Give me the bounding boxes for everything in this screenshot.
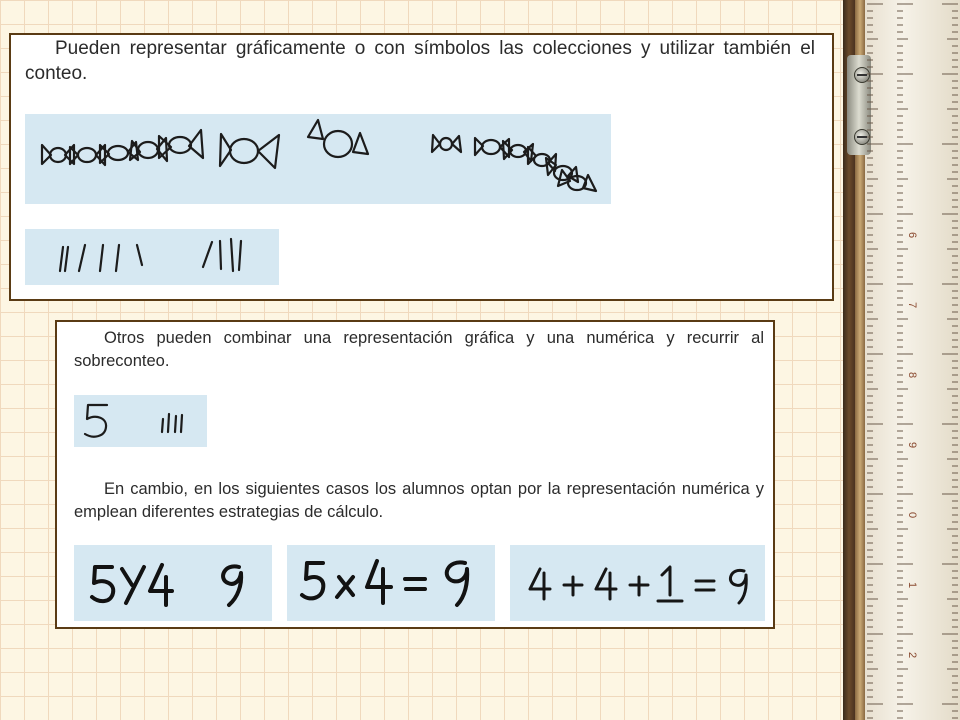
five-y-four-nine-image [74, 545, 272, 621]
ruler-number: 7 [906, 302, 918, 309]
ruler-scale [865, 0, 960, 720]
combined-representation-paragraph: Otros pueden combinar una representación gráfica y una numérica y recurrir al sobreconteo. [74, 329, 764, 371]
tally-marks-image [25, 229, 279, 285]
numeric-strategies-paragraph: En cambio, en los siguientes casos los alumnos optan por la representación numérica y emplean diferentes estrategias de cálculo. [74, 480, 764, 522]
ruler-decoration [843, 0, 960, 720]
candy-drawing [220, 134, 279, 168]
ruler-number: 9 [906, 442, 918, 449]
handwriting-5y4-9 [74, 545, 272, 621]
five-and-tally [74, 395, 207, 447]
intro-panel [9, 33, 834, 301]
handwriting-5x4-9 [287, 545, 495, 621]
ruler-number: 6 [906, 232, 918, 239]
candy-drawings [25, 114, 611, 204]
strategies-panel [55, 320, 775, 629]
four-plus-four-plus-one-image [510, 545, 765, 621]
ruler-number: 0 [906, 512, 918, 519]
handwriting-4+4+1-9 [510, 545, 765, 621]
candy-drawing [528, 147, 556, 171]
ruler-number: 8 [906, 372, 918, 379]
ruler-number: 1 [906, 582, 918, 589]
candy-drawings-image [25, 114, 611, 204]
tally-marks [25, 229, 279, 285]
intro-paragraph: Pueden representar gráficamente o con símbolos las colecciones y utilizar también el conteo. [25, 38, 815, 84]
candy-drawing [432, 135, 461, 152]
ruler-number: 2 [906, 652, 918, 659]
candy-drawing [308, 120, 368, 157]
five-and-tally-image [74, 395, 207, 447]
five-times-four-equals-nine-image [287, 545, 495, 621]
